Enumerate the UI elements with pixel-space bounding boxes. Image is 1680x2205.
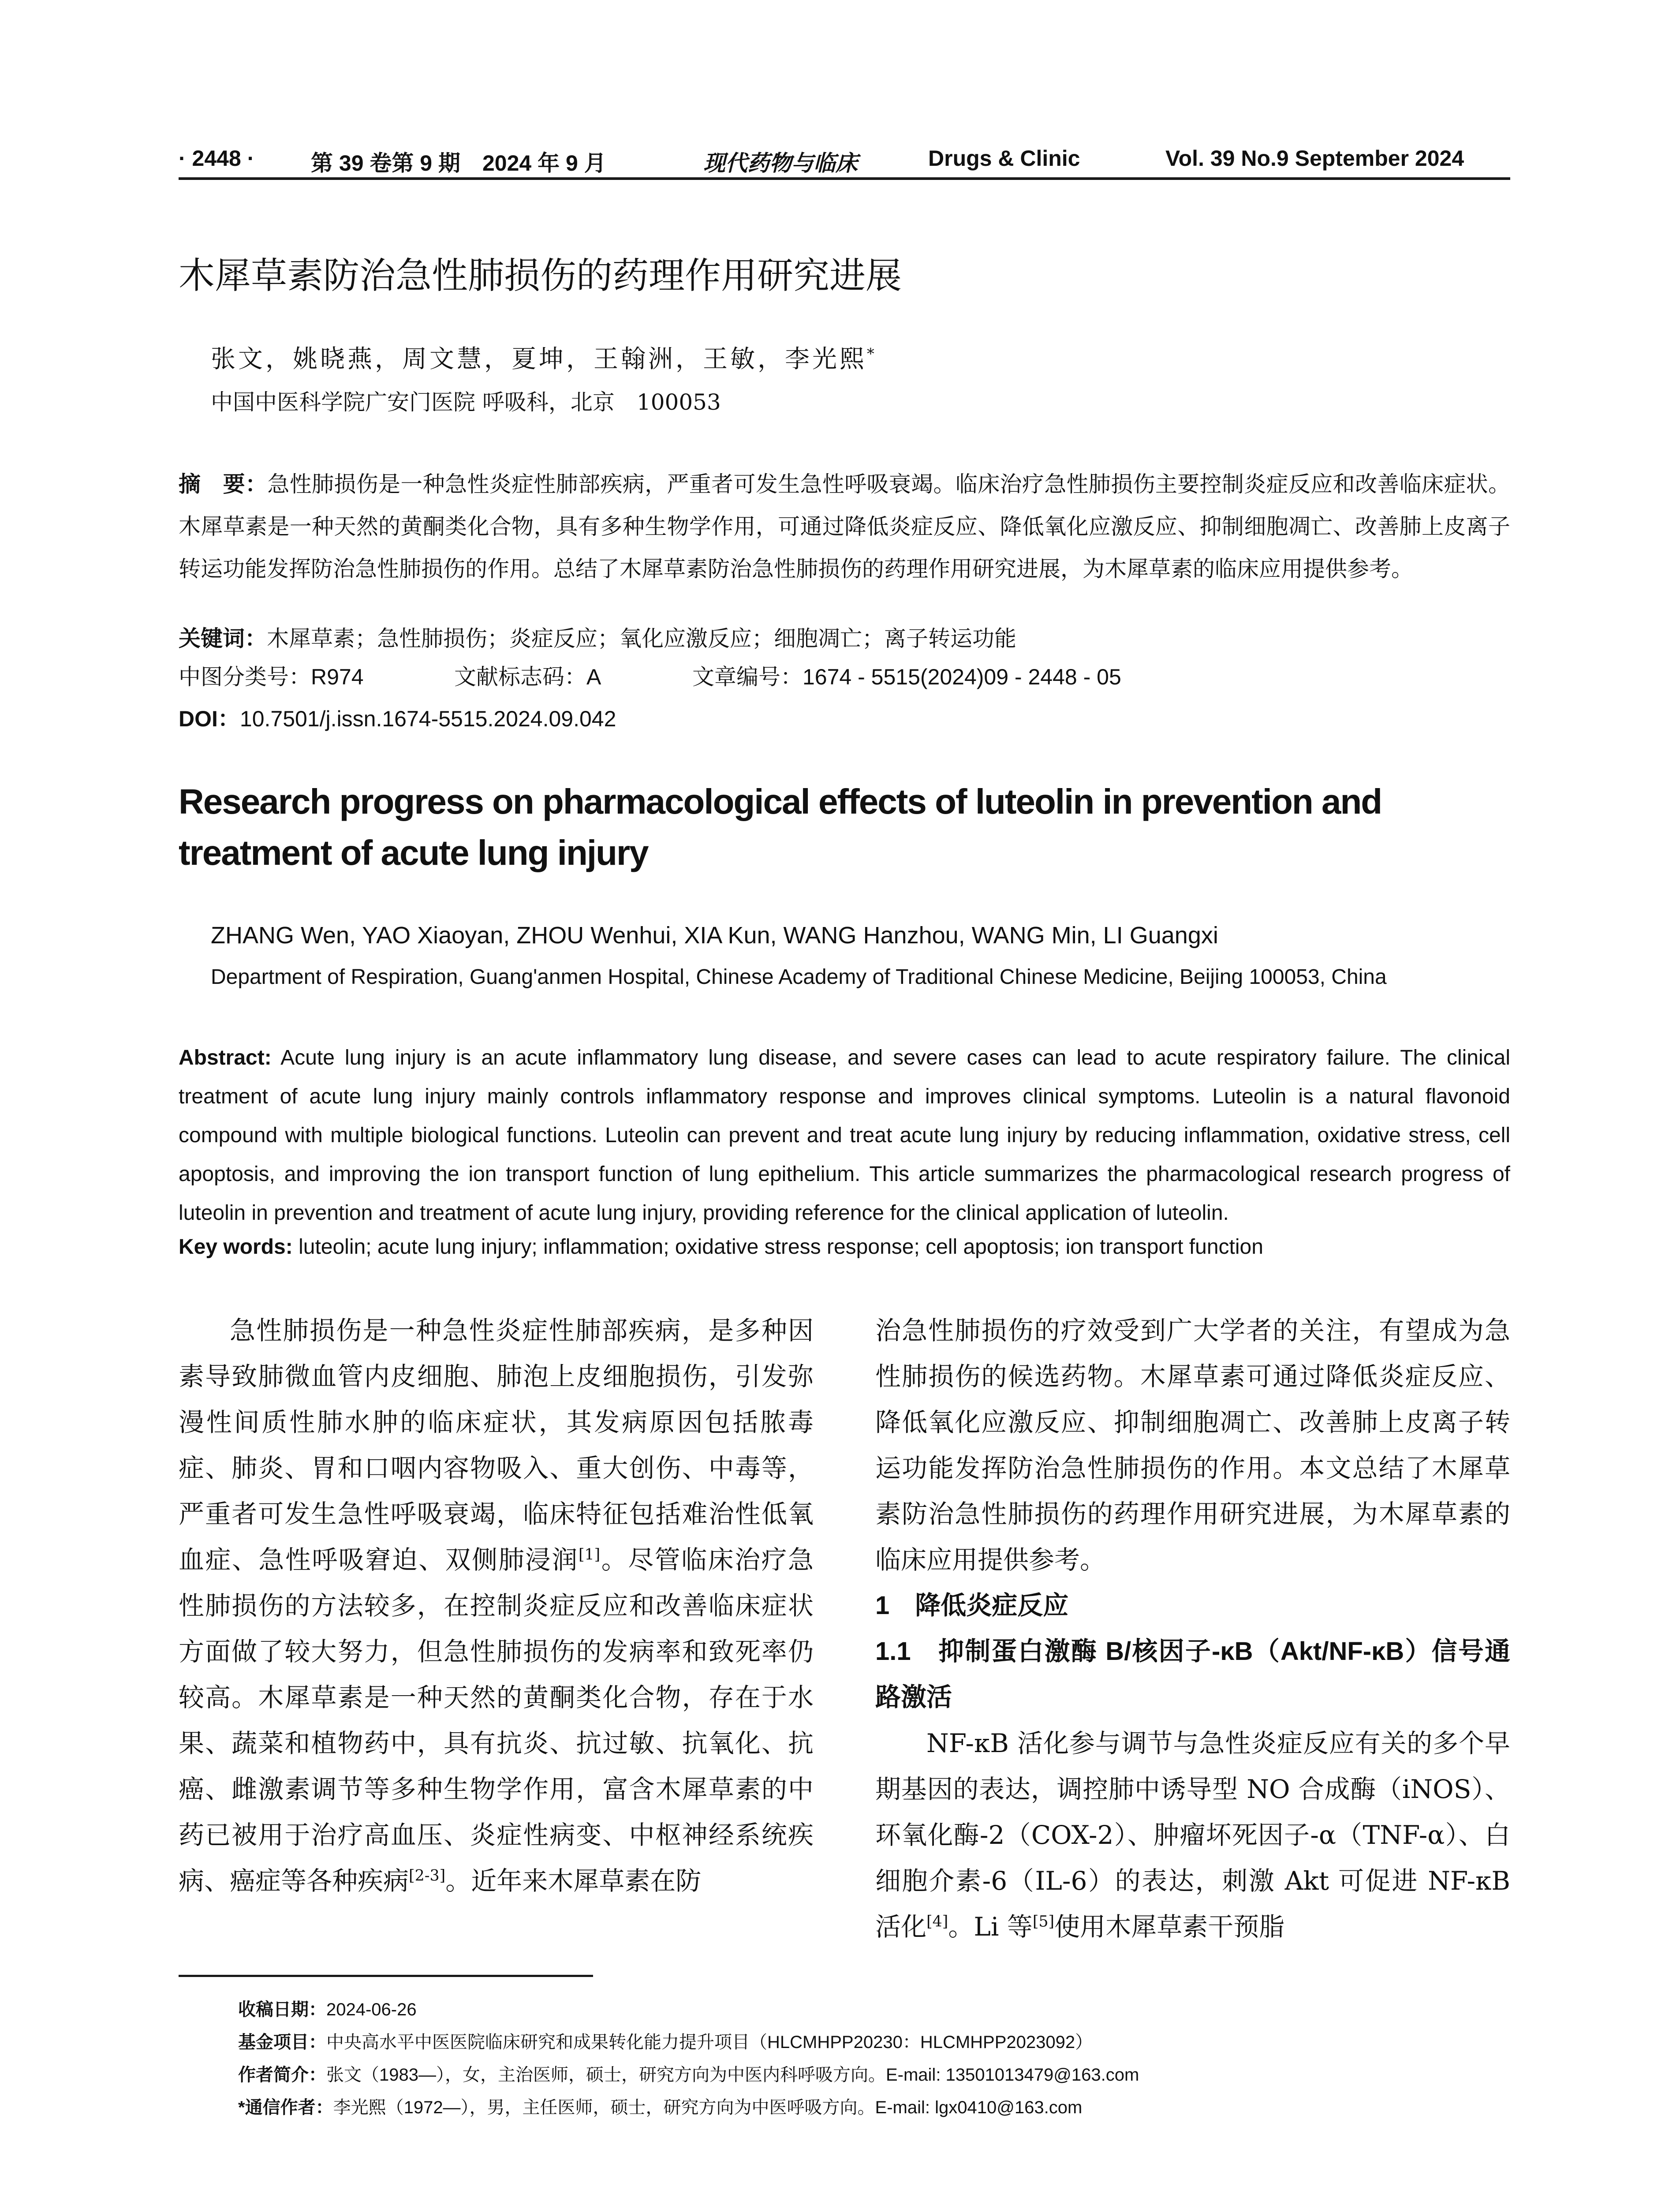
article-title-cn: 木犀草素防治急性肺损伤的药理作用研究进展 bbox=[179, 255, 902, 297]
body-text: 。近年来木犀草素在防 bbox=[445, 1866, 702, 1896]
body-text: 。Li 等 bbox=[948, 1912, 1033, 1942]
affiliation-cn: 中国中医科学院广安门医院 呼吸科，北京 100053 bbox=[211, 389, 721, 415]
body-text: 急性肺损伤是一种急性炎症性肺部疾病，是多种因素导致肺微血管内皮细胞、肺泡上皮细胞损伤，引发弥漫性间质性肺水肿的临床症状，其发病原因包括脓毒症、肺炎、胃和口咽内容物吸入、重大创伤、中毒等，严重者可发生急性呼吸衰竭，临床特征包括难治性低氧血症、急性呼吸窘迫、双侧肺浸润 bbox=[179, 1316, 814, 1575]
keywords-cn-text: 木犀草素；急性肺损伤；炎症反应；氧化应激反应；细胞凋亡；离子转运功能 bbox=[267, 626, 1016, 651]
footnote-text: 2024-06-26 bbox=[326, 2000, 417, 2019]
footnote-divider bbox=[179, 1975, 593, 1977]
classification-line bbox=[179, 659, 1510, 690]
body-paragraph: 治急性肺损伤的疗效受到广大学者的关注，有望成为急性肺损伤的候选药物。木犀草素可通过降低炎症反应、降低氧化应激反应、抑制细胞凋亡、改善肺上皮离子转运功能发挥防治急性肺损伤的作用。本文总结了木犀草素防治急性肺损伤的药理作用研究进展，为木犀草素的临床应用提供参考。 bbox=[875, 1316, 1510, 1575]
reference-1[interactable]: [1] bbox=[578, 1546, 601, 1564]
journal-name-cn: 现代药物与临床 bbox=[703, 150, 858, 176]
affiliation-en: Department of Respiration, Guang'anmen Hospital, Chinese Academy of Traditional Chinese Medicine, Beijing 100053, China bbox=[211, 965, 1387, 989]
section-heading-1-1: 1.1 抑制蛋白激酶 B/核因子-κB（Akt/NF-κB）信号通路激活 bbox=[875, 1637, 1510, 1712]
issue-en: Vol. 39 No.9 September 2024 bbox=[1165, 146, 1464, 171]
footnote-author bbox=[238, 2059, 1139, 2091]
body-paragraph bbox=[179, 1308, 814, 1904]
keywords-en-label: Key words: bbox=[179, 1235, 293, 1259]
page-number: · 2448 · bbox=[179, 146, 255, 171]
footnote-text: 李光熙（1972—），男，主任医师，硕士，研究方向为中医呼吸方向。E-mail: lgx0410@163.com bbox=[333, 2098, 1083, 2117]
footnotes bbox=[238, 1993, 1139, 2124]
footnote-label: 收稿日期： bbox=[238, 2000, 326, 2019]
abstract-cn bbox=[179, 463, 1510, 590]
corresponding-mark: * bbox=[867, 345, 877, 363]
footnote-text: 张文（1983—），女，主治医师，硕士，研究方向为中医内科呼吸方向。E-mail: 13501013479@163.com bbox=[326, 2065, 1139, 2085]
abstract-cn-label: 摘 要： bbox=[179, 472, 268, 497]
footnote-corresponding bbox=[238, 2091, 1139, 2124]
body-column-right bbox=[875, 1308, 1510, 1950]
footnote-label: 作者简介： bbox=[238, 2065, 326, 2085]
reference-5[interactable]: [5] bbox=[1032, 1913, 1055, 1931]
body-column-left bbox=[179, 1308, 814, 1973]
keywords-en-text: luteolin; acute lung injury; inflammation; oxidative stress response; cell apoptosis; ion transport function bbox=[299, 1235, 1263, 1259]
authors-en: ZHANG Wen, YAO Xiaoyan, ZHOU Wenhui, XIA Kun, WANG Hanzhou, WANG Min, LI Guangxi bbox=[211, 922, 1218, 949]
footnote-fund bbox=[238, 2026, 1139, 2059]
reference-4[interactable]: [4] bbox=[926, 1913, 948, 1931]
footnote-text: 中央高水平中医医院临床研究和成果转化能力提升项目（HLCMHPP20230：HLCMHPP2023092） bbox=[326, 2033, 1093, 2052]
section-heading-1: 1 降低炎症反应 bbox=[875, 1591, 1069, 1620]
footnote-received bbox=[238, 1993, 1139, 2026]
reference-2-3[interactable]: [2-3] bbox=[409, 1867, 446, 1885]
article-title-en: Research progress on pharmacological effects of luteolin in prevention and treatment of acute lung injury bbox=[179, 782, 1382, 872]
clc-number: 中图分类号：R974 bbox=[179, 665, 364, 689]
doi-link[interactable]: 10.7501/j.issn.1674-5515.2024.09.042 bbox=[239, 706, 616, 731]
running-header bbox=[179, 140, 1510, 180]
keywords-cn-label: 关键词： bbox=[179, 626, 267, 651]
body-text: 。尽管临床治疗急性肺损伤的方法较多，在控制炎症反应和改善临床症状方面做了较大努力，但急性肺损伤的发病率和致死率仍较高。木犀草素是一种天然的黄酮类化合物，存在于水果、蔬菜和植物药中，具有抗炎、抗过敏、抗氧化、抗癌、雌激素调节等多种生物学作用，富含木犀草素的中药已被用于治疗高血压、炎症性病变、中枢神经系统疾病、癌症等各种疾病 bbox=[179, 1545, 814, 1896]
doi-line bbox=[179, 701, 616, 733]
article-number: 文章编号：1674 - 5515(2024)09 - 2448 - 05 bbox=[692, 665, 1121, 689]
body-text: 使用木犀草素干预脂 bbox=[1054, 1912, 1285, 1942]
journal-name-en: Drugs & Clinic bbox=[928, 146, 1080, 171]
keywords-en bbox=[179, 1235, 1510, 1259]
footnote-label: *通信作者： bbox=[238, 2098, 333, 2117]
authors-cn-text: 张文，姚晓燕，周文慧，夏坤，王翰洲，王敏，李光熙 bbox=[211, 345, 867, 374]
abstract-cn-text: 急性肺损伤是一种急性炎症性肺部疾病，严重者可发生急性呼吸衰竭。临床治疗急性肺损伤主要控制炎症反应和改善临床症状。木犀草素是一种天然的黄酮类化合物，具有多种生物学作用，可通过降低炎症反应、降低氧化应激反应、抑制细胞凋亡、改善肺上皮离子转运功能发挥防治急性肺损伤的作用。总结了木犀草素防治急性肺损伤的药理作用研究进展，为木犀草素的临床应用提供参考。 bbox=[179, 471, 1511, 582]
footnote-label: 基金项目： bbox=[238, 2033, 326, 2052]
body-text: NF-κB 活化参与调节与急性炎症反应有关的多个早期基因的表达，调控肺中诱导型 NO 合成酶（iNOS）、环氧化酶-2（COX-2）、肿瘤坏死因子-α（TNF-α）、白细胞介素-6（IL-6）的表达，刺激 Akt 可促进 NF-κB 活化 bbox=[875, 1728, 1510, 1942]
authors-cn bbox=[211, 340, 877, 375]
body-paragraph bbox=[875, 1720, 1510, 1950]
abstract-en-label: Abstract: bbox=[179, 1046, 272, 1069]
abstract-en-text: Acute lung injury is an acute inflammatory lung disease, and severe cases can lead to acute respiratory failure. The clinical treatment of acute lung injury mainly controls inflammatory response and improves clinical symptoms. Luteolin is a natural flavonoid compound with multiple biological functions. Luteolin can prevent and treat acute lung injury by reducing inflammation, oxidative stress, cell apoptosis, and improving the ion transport function of lung epithelium. This article summarizes the pharmacological research progress of luteolin in prevention and treatment of acute lung injury, providing reference for the clinical application of luteolin. bbox=[179, 1046, 1511, 1225]
document-code: 文献标志码：A bbox=[454, 665, 601, 689]
issue-cn: 第 39 卷第 9 期 2024 年 9 月 bbox=[311, 151, 606, 176]
keywords-cn bbox=[179, 621, 1510, 653]
abstract-en bbox=[179, 1039, 1510, 1233]
doi-label: DOI： bbox=[179, 706, 240, 731]
